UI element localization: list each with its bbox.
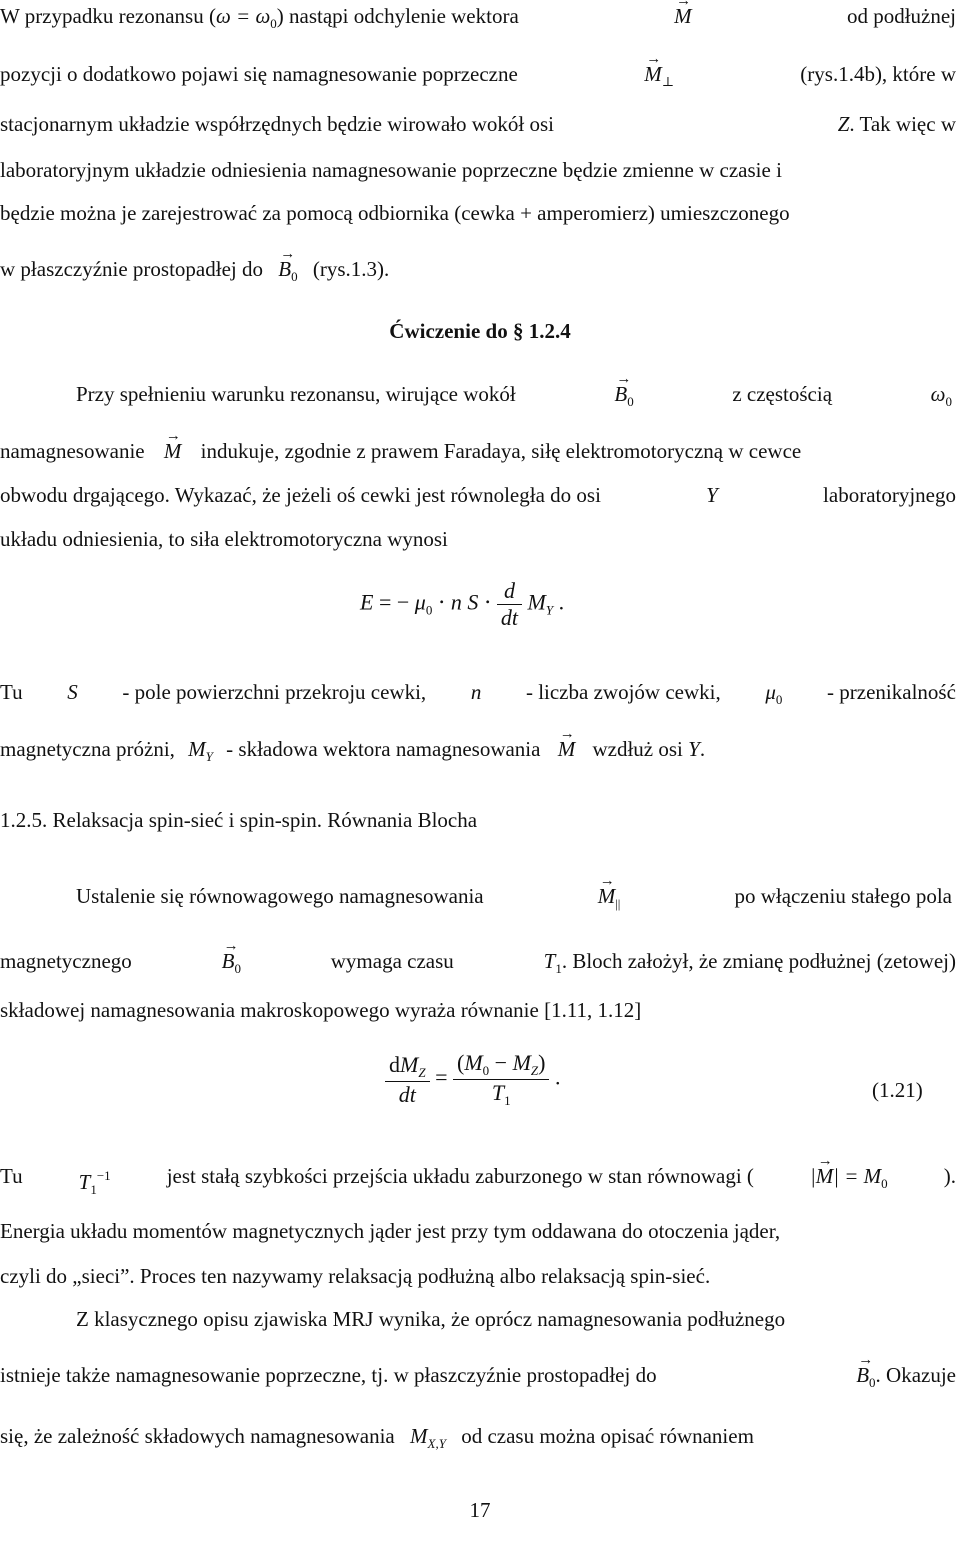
para1-line5 (0, 199, 960, 227)
section-line3 (0, 996, 960, 1024)
section-line8 (0, 1361, 960, 1397)
text: laboratoryjnym układzie odniesienia namagnesowanie poprzeczne będzie zmienne w czasie i (0, 158, 782, 182)
section-line5 (0, 1217, 960, 1245)
text: laboratoryjnego (823, 483, 956, 507)
page-number (0, 1496, 960, 1524)
text: 17 (469, 1498, 491, 1522)
exercise-line2 (0, 437, 960, 465)
text: W przypadku rezonansu ( (0, 4, 216, 28)
math-t1: $T_1$ (543, 949, 562, 976)
math-mu0: $\mu_0$ (765, 680, 783, 707)
text: układu odniesienia, to siła elektromotoryczna wynosi (0, 527, 448, 551)
exercise-line3 (0, 481, 960, 509)
exercise-line4 (0, 525, 960, 553)
math-vector-m: → M (558, 735, 576, 763)
text: składowej namagnesowania makroskopowego wyraża równanie [1.11, 1.12] (0, 998, 642, 1022)
text: . Okazuje (875, 1363, 956, 1387)
para1-line1 (0, 2, 960, 38)
math-m-parallel: → $M_{||}$ (598, 882, 621, 918)
para1-line3 (0, 110, 960, 138)
math-b0: → $B_0$ (614, 380, 633, 416)
exercise-title: Ćwiczenie do § 1.2.4 (389, 319, 571, 343)
text: od czasu można opisać równaniem (461, 1424, 754, 1448)
math-s: S (67, 680, 78, 704)
text: jest stałą szybkości przejścia układu zaburzonego w stan równowagi ( (166, 1164, 754, 1188)
text: wymaga czasu (330, 949, 454, 973)
text: (1.21) (872, 1078, 923, 1102)
text: ). (943, 1164, 956, 1188)
text: (rys.1.3). (312, 257, 390, 281)
text: wzdłuż osi (592, 737, 683, 761)
math-m-perp: → $M_\perp$ (644, 60, 674, 96)
equation-emf: E = − $\mu_0 \cdot n$ S ⋅ $\frac{d}{dt}$ $M_Y$ . (360, 578, 565, 630)
text: będzie można je zarejestrować za pomocą odbiornika (cewka + amperomierz) umieszczonego (0, 201, 790, 225)
text: Z klasycznego opisu zjawiska MRJ wynika, że oprócz namagnesowania podłużnego (76, 1307, 786, 1331)
math-mxy: $M_{X,Y}$ (410, 1424, 446, 1451)
text: indukuje, zgodnie z prawem Faradaya, siłę elektromotoryczną w cewce (200, 439, 802, 463)
text: się, że zależność składowych namagnesowania (0, 1424, 395, 1448)
text: Tu (0, 1164, 23, 1188)
text: Ustalenie się równowagowego namagnesowania (76, 884, 484, 908)
math-z: Z (837, 112, 850, 136)
text: - przenikalność (827, 680, 956, 704)
math-omega0: $\omega_0$ (930, 382, 952, 409)
math-y: Y (706, 483, 718, 507)
text: . Tak więc w (849, 112, 956, 136)
equation-bloch: $\frac{dM_Z}{dt}$ = $\frac{(M_0 - M_Z)}{T_1}$ . (385, 1050, 560, 1109)
text: magnetycznego (0, 949, 132, 973)
para1-line2 (0, 60, 960, 96)
math-vector-m: → M (164, 437, 182, 465)
text: z częstością (732, 382, 833, 406)
text: . Bloch założył, że zmianę podłużnej (zetowej) (561, 949, 956, 973)
section-line1 (76, 882, 956, 918)
math-my: $M_Y$ (188, 737, 213, 764)
text: magnetyczna próżni, (0, 737, 175, 761)
para1-line6 (0, 255, 960, 291)
exercise-line5 (0, 678, 960, 714)
text: pozycji o dodatkowo pojawi się namagnesowanie poprzeczne (0, 62, 518, 86)
para1-line4 (0, 156, 960, 184)
text: - składowa wektora namagnesowania (226, 737, 541, 761)
equation-number (872, 1076, 956, 1104)
math-vector-m: → M (674, 2, 692, 38)
math-b0: → $B_0$ (278, 255, 297, 291)
exercise-line6: magnetyczna próżni, $M_Y$ - składowa wektora namagnesowania → M wzdłuż osi Y. (0, 735, 960, 771)
text: po włączeniu stałego pola (734, 884, 952, 908)
text: stacjonarnym układzie współrzędnych będzie wirowało wokół osi (0, 112, 555, 136)
text: czyli do „sieci”. Proces ten nazywamy relaksacją podłużną albo relaksacją spin-sieć. (0, 1264, 711, 1288)
text: istnieje także namagnesowanie poprzeczne, tj. w płaszczyźnie prostopadłej do (0, 1363, 657, 1387)
text: 1.2.4 (528, 319, 571, 343)
text: namagnesowanie (0, 439, 145, 463)
section-line4 (0, 1162, 960, 1204)
text: Przy spełnieniu warunku rezonansu, wirujące wokół (76, 382, 516, 406)
text: w płaszczyźnie prostopadłej do (0, 257, 263, 281)
text: - pole powierzchni przekroju cewki, (122, 680, 427, 704)
text: Energia układu momentów magnetycznych jąder jest przy tym oddawana do otoczenia jąder, (0, 1219, 781, 1243)
math-b0: → $B_0$ (222, 947, 241, 983)
text: od podłużnej (846, 4, 956, 28)
text: 1.2.5. Relaksacja spin-sieć i spin-spin. Równania Blocha (0, 808, 478, 832)
math-b0: → $B_0$ (856, 1361, 875, 1397)
section-line6 (0, 1262, 960, 1290)
section-line2 (0, 947, 960, 983)
text: Tu (0, 680, 23, 704)
math-n: n (470, 680, 482, 704)
section-line9 (0, 1422, 960, 1458)
exercise-line1 (76, 380, 956, 416)
text: ) nastąpi odchylenie wektora (276, 4, 519, 28)
section-heading (0, 806, 960, 834)
math-abs-m: |→ $M| = M_0$ (810, 1162, 888, 1204)
math-t1-inv: $T_1^{-1}$ (78, 1168, 111, 1197)
math-y: Y (688, 737, 700, 761)
text: obwodu drgającego. Wykazać, że jeżeli oś cewki jest równoległa do osi (0, 483, 601, 507)
section-line7 (76, 1305, 956, 1333)
text: Ćwiczenie do (389, 319, 508, 343)
math-omega-eq: $\omega = \omega_0$ (215, 4, 277, 31)
text: (rys.1.4b), które w (800, 62, 956, 86)
text: - liczba zwojów cewki, (525, 680, 721, 704)
